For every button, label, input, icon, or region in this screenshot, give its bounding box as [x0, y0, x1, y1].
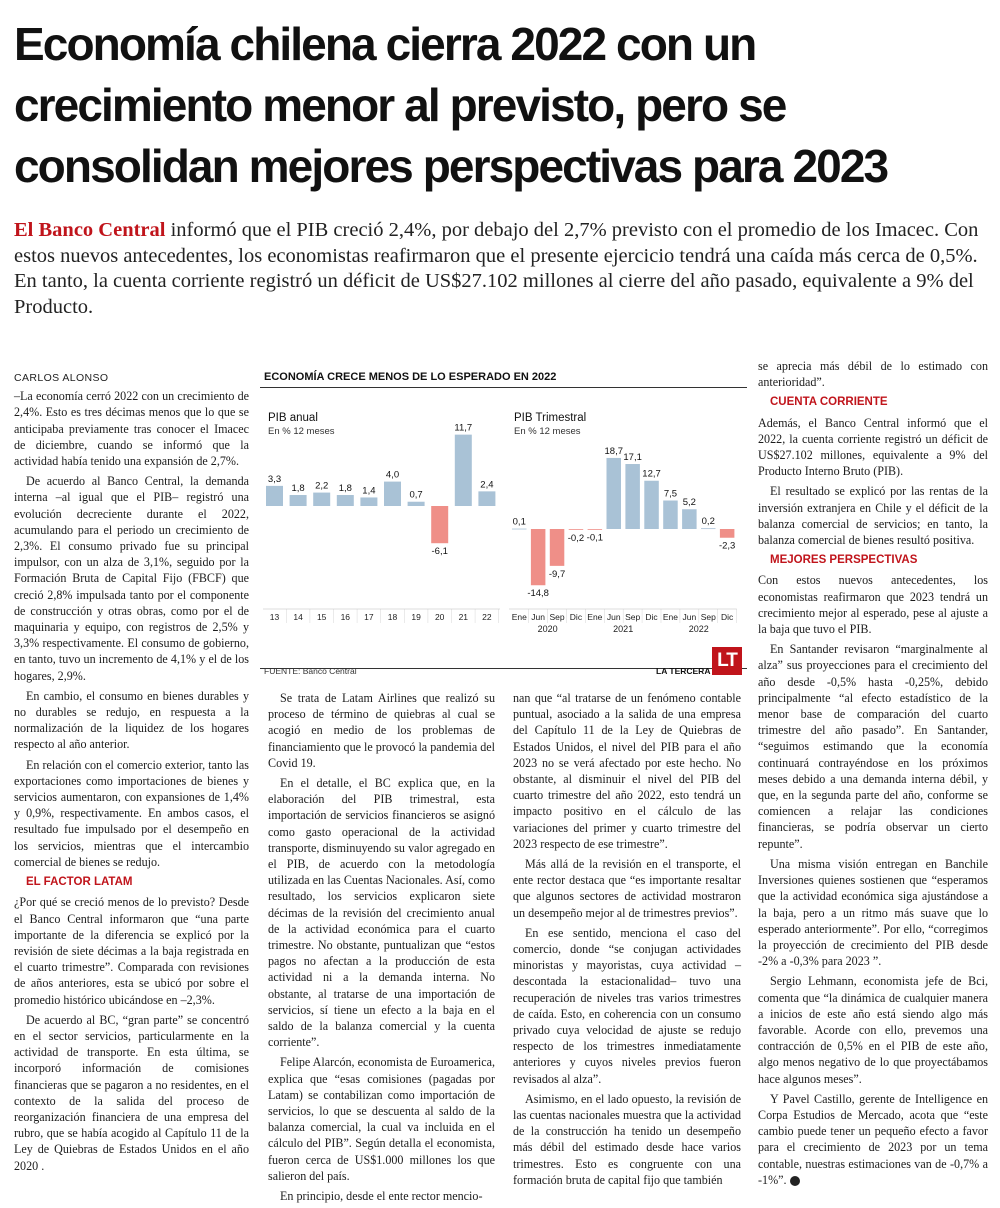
chart-bar: [431, 506, 448, 543]
chart-data-label: 18,7: [604, 445, 623, 457]
subhead: CUENTA CORRIENTE: [770, 396, 888, 409]
paragraph: El resultado se explicó por las rentas de la inversión extranjera en Chile y el déficit de la balanza comercial de servicios; en tanto, la balanza comercial de bienes resultó positiva.: [758, 484, 988, 548]
chart-data-label: -6,1: [431, 546, 448, 558]
paragraph: Con estos nuevos antecedentes, los economistas reafirmaron que 2023 tendrá un crecimiento mejor al esperado, pese al ajuste a la baja que tuvo el PIB.: [758, 573, 988, 637]
chart-tick-label: 13: [269, 612, 280, 622]
paragraph: Sergio Lehmann, economista jefe de Bci, comenta que “la dinámica de cualquier manera a inicios de este año está siendo algo más favorable. Acorde con ello, prevemos una contracción de 0,5% en el PIB de este año, algo menos negativo de lo que proyectábamos hace algunos meses”.: [758, 974, 988, 1086]
chart-data-label: -2,3: [718, 540, 736, 552]
column-2: [268, 690, 495, 1208]
chart-data-label: 0,2: [701, 516, 715, 528]
chart-bar: [384, 482, 401, 506]
paragraph: Más allá de la revisión en el transporte, el ente rector destaca que “es importante resaltar que algunos sectores de actividad mostraron un desempeño mejor al de trimestres previos”.: [513, 857, 741, 920]
chart-data-label: -0,2: [567, 532, 585, 544]
paragraph: Una misma visión entregan en Banchile Inversiones quienes sostienen que “esperamos que la actividad económica siga ajustándose a la baja, pero a un ritmo más suave que lo esperado anteriormente”. Por ello, “corregimos la proyección de crecimiento del PIB desde -2% a -0,3% para 2023 ”.: [758, 856, 988, 969]
chart-panel-subtitle: En % 12 meses: [268, 426, 335, 437]
chart-bar: [644, 481, 659, 529]
paragraph: –La economía cerró 2022 con un crecimiento de 2,4%. Esto es tres décimas menos que lo que se anticipaba previamente tras conocer el Imacec de diciembre, cuando se informó que la actividad había tenido una expansión de 2,7%.: [14, 389, 249, 469]
headline-line: crecimiento menor al previsto, pero se: [14, 79, 786, 131]
end-mark-icon: P: [790, 1176, 800, 1186]
paragraph: En ese sentido, menciona el caso del comercio, donde “se conjugan actividades minoristas y mayoristas, cuya actividad –descontada la estacionalidad– tuvo una recuperación de niveles tras varios trimestres de caída. Esto, en coherencia con un consumo privado cuya velocidad de ajuste se redujo respecto de los trimestres inmediatamente anteriores y cuyos niveles previos fueron revisados al alza”.: [513, 925, 741, 1086]
lede-text: informó que el PIB creció 2,4%, por debajo del 2,7% previsto con el promedio de los Imacec. Con estos nuevos antecedentes, los economistas reafirmaron que el presente ejercicio tendrá una caída más cerca de 0,5%. En tanto, la cuenta corriente registró un déficit de US$27.102 millones al cierre del año pasado, equivalente a 9% del Producto.: [14, 219, 979, 318]
paragraph: En Santander revisaron “marginalmente al alza” sus proyecciones para el crecimiento del año desde -0,5% hasta -0,25%, debido principalmente “al efecto estadístico de la menor base de comparación del cuarto trimestre del año pasado”. En Santander, “seguimos estimando que la economía continuará contrayéndose en los próximos meses debido a una demanda interna débil, y que, en la segunda parte del año, conforme se comiencen a relajar las condiciones financieras, se podría observar un cierto repunte”.: [758, 642, 988, 851]
chart-data-label: 1,8: [338, 483, 352, 495]
chart-data-label: -14,8: [527, 588, 549, 600]
paragraph: Además, el Banco Central informó que el 2022, la cuenta corriente registró un déficit de US$27.102 millones, equivalente a 9% del Producto Interno Bruto (PIB).: [758, 415, 988, 479]
chart-tick-label: Sep: [625, 612, 641, 622]
chart-bar: [701, 528, 716, 529]
chart-tick-label: 21: [458, 612, 469, 622]
byline: CARLOS ALONSO: [14, 372, 109, 384]
paragraph: ¿Por qué se creció menos de lo previsto? Desde el Banco Central informaron que “una parte importante de la diferencia se explicó por la revisión de siete décimas a la baja registrada en el cuarto trimestre”. Comparada con revisiones de años anteriores, esta se ubicó por sobre el promedio histórico ubicándose en –2,3%.: [14, 895, 249, 1007]
chart-tick-label: 17: [364, 612, 374, 622]
column-4: [758, 358, 988, 1192]
chart-title: ECONOMÍA CRECE MENOS DE LO ESPERADO EN 2022: [264, 371, 557, 383]
paragraph: En el detalle, el BC explica que, en la elaboración del PIB trimestral, esta importación de servicios financieros se asignó como gasto operacional de la actividad transporte, disminuyendo su valor agregado en el PIB, de acuerdo con la metodología utilizada en las Cuentas Nacionales. Así, como resultado, los servicios explicaron siete décimas de la revisión del crecimiento anual de la actividad económica para el cuarto trimestre. No obstante, puntualizan que “estos pagos no afectan a la producción de esta actividad ni a la demanda interna. No obstante, al tratarse de una importación de servicios, sí tiene un efecto a la baja en el saldo de la balanza comercial y la cuenta corriente”.: [268, 776, 495, 1050]
chart-panel-title: PIB Trimestral: [514, 412, 587, 424]
chart-figure: [260, 365, 747, 681]
paragraph: De acuerdo al Banco Central, la demanda interna –al igual que el PIB– registró una evolución decreciente durante el 2022, acumulando para el periodo un crecimiento de 2,3%. El consumo privado fue su principal impulsor, con un alza de 3,1%, seguido por la Formación Bruta de Capital Fijo (FBCF) que creció 2,8% impulsada tanto por el componente de construcción y otras obras, como por el de maquinaria y equipo, con registros de 2,5% y 3,3% respectivamente. El consumo de gobierno, en tanto, tuvo un incremento de 4,1% y el de los hogares, 2,9%.: [14, 474, 249, 683]
chart-tick-label: Ene: [587, 612, 603, 622]
chart-bar: [531, 529, 546, 585]
chart-bar: [478, 491, 495, 506]
paragraph: nan que “al tratarse de un fenómeno contable puntual, asociado a la salida de una empresa del Capítulo 11 de la Ley de Quiebras de Estados Unidos, el nivel del PIB para el año 2023 no se verá afectado por este hecho. No obstante, al disminuir el nivel del PIB del cuarto trimestre del año 2022, esto tendrá un impacto positivo en el cálculo de las variaciones del primer y cuarto trimestre del 2023 respecto de ese trimestre”.: [513, 691, 741, 851]
chart-data-label: 1,8: [291, 483, 305, 495]
headline: [14, 14, 989, 197]
paragraph: De acuerdo al BC, “gran parte” se concentró en el sector servicios, particularmente en la actividad de transporte. En esta última, se incorporó información de comisiones financieras que se pagaron a no residentes, en el contexto de la salida del proceso de reorganización financiera de una empresa del rubro, que se había acogido al Capítulo 11 de la Ley de Quiebras de Estados Unidos en el año 2020 .: [14, 1012, 249, 1173]
chart-bar: [455, 435, 472, 506]
chart-bar: [569, 529, 584, 530]
chart-data-label: 5,2: [682, 497, 696, 509]
paragraph: Felipe Alarcón, economista de Euroamerica, explica que “esas comisiones (pagadas por Latam) se contabilizan como importación de servicios, lo que se descuenta al saldo de la balanza comercial, la cual va incluida en el cálculo del PIB”. Según detalla el economista, fueron cerca de US$1.000 millones los que salieron del país.: [268, 1055, 495, 1183]
chart-data-label: 7,5: [663, 488, 678, 500]
paragraph: [758, 1091, 988, 1188]
chart-bar: [682, 509, 697, 529]
chart-data-label: 2,2: [315, 480, 329, 492]
chart-tick-label: Sep: [700, 612, 716, 622]
chart-tick-label: Ene: [511, 612, 527, 622]
headline-line: consolidan mejores perspectivas para 2023: [14, 140, 888, 192]
chart-data-label: 11,7: [454, 422, 473, 434]
chart-bar: [360, 497, 377, 506]
paragraph: En relación con el comercio exterior, tanto las exportaciones como importaciones de bienes y servicios aumentaron, con expansiones de 1,4% y 0,9%, respectivamente. En ambos casos, el resultado fue impulsado por el desempeño en los servicios, mientras que el intercambio comercial de bienes se redujo.: [14, 757, 249, 869]
chart-bar: [550, 529, 565, 566]
lede: [14, 218, 989, 320]
chart-tick-label: 19: [411, 612, 421, 622]
chart-data-label: -9,7: [548, 568, 566, 580]
chart-year-label: 2020: [537, 624, 558, 634]
column-3: [513, 690, 741, 1192]
column-1: [14, 370, 249, 1178]
chart-tick-label: 14: [293, 612, 303, 622]
chart-year-label: 2021: [613, 624, 634, 634]
subhead: EL FACTOR LATAM: [26, 876, 133, 889]
chart-brand: LA TERCERA: [656, 666, 711, 676]
chart-tick-label: 22: [482, 612, 492, 622]
chart-tick-label: 20: [434, 612, 445, 622]
chart-tick-label: Ene: [662, 612, 679, 622]
chart-bar: [337, 495, 354, 506]
paragraph: En cambio, el consumo en bienes durables y no durables se redujo, en respuesta a la normalización de la liquidez de los hogares respecto al año anterior.: [14, 688, 249, 752]
chart-panel-subtitle: En % 12 meses: [514, 426, 581, 437]
chart-bar: [720, 529, 735, 538]
chart-tick-label: Jun: [682, 612, 697, 622]
chart-svg: [260, 365, 747, 665]
chart-source: FUENTE: Banco Central: [264, 666, 357, 676]
chart-bar: [512, 529, 527, 530]
paragraph: se aprecia más débil de lo estimado con anterioridad”.: [758, 359, 988, 390]
chart-bar: [588, 529, 603, 530]
chart-tick-label: 15: [316, 612, 327, 622]
chart-bar: [266, 486, 283, 506]
chart-bar: [663, 501, 678, 530]
paragraph: Asimismo, en el lado opuesto, la revisión de las cuentas nacionales muestra que la actividad de la construcción ha tenido un desempeño más débil del estimado desde hace varios trimestres. Esto es congruente con una formación bruta de capital fijo que también: [513, 1091, 741, 1187]
chart-data-label: 0,7: [409, 489, 423, 501]
chart-data-label: 17,1: [623, 452, 642, 464]
chart-tick-label: Jun: [606, 612, 621, 622]
chart-data-label: 12,7: [642, 468, 661, 480]
chart-data-label: 2,4: [480, 479, 494, 491]
chart-data-label: 1,4: [362, 485, 376, 497]
chart-tick-label: Jun: [531, 612, 546, 622]
chart-tick-label: Dic: [645, 612, 658, 622]
chart-year-label: 2022: [688, 624, 709, 634]
chart-bar: [408, 502, 425, 506]
chart-bar: [290, 495, 307, 506]
subhead: MEJORES PERSPECTIVAS: [770, 554, 918, 567]
chart-data-label: 4,0: [385, 469, 400, 481]
chart-bar: [607, 458, 622, 529]
chart-tick-label: Sep: [549, 612, 565, 622]
chart-tick-label: Dic: [569, 612, 583, 622]
lede-highlight: El Banco Central: [14, 219, 166, 241]
chart-tick-label: 16: [340, 612, 351, 622]
brand-logo: LT: [712, 647, 742, 675]
paragraph-text: Y Pavel Castillo, gerente de Intelligence en Corpa Estudios de Mercado, acota que “este cambio puede tener un pequeño efecto a favor para el crecimiento de 2023 por un tema contable, nuestras estimaciones van de -0,7% a -1%”.: [758, 1091, 988, 1187]
chart-data-label: 3,3: [267, 473, 282, 485]
chart-data-label: 0,1: [512, 516, 526, 528]
chart-data-label: -0,1: [586, 532, 604, 544]
paragraph: Se trata de Latam Airlines que realizó su proceso de término de quiebras al cual se acogió en medio de los problemas de financiamiento que le provocó la pandemia del Covid 19.: [268, 691, 496, 770]
paragraph: En principio, desde el ente rector mencio-: [280, 1189, 483, 1204]
headline-line: Economía chilena cierra 2022 con un: [14, 18, 756, 70]
chart-tick-label: Dic: [721, 612, 734, 622]
chart-panel-title: PIB anual: [268, 412, 318, 424]
chart-bar: [625, 464, 640, 529]
chart-bar: [313, 493, 330, 506]
chart-tick-label: 18: [387, 612, 398, 622]
